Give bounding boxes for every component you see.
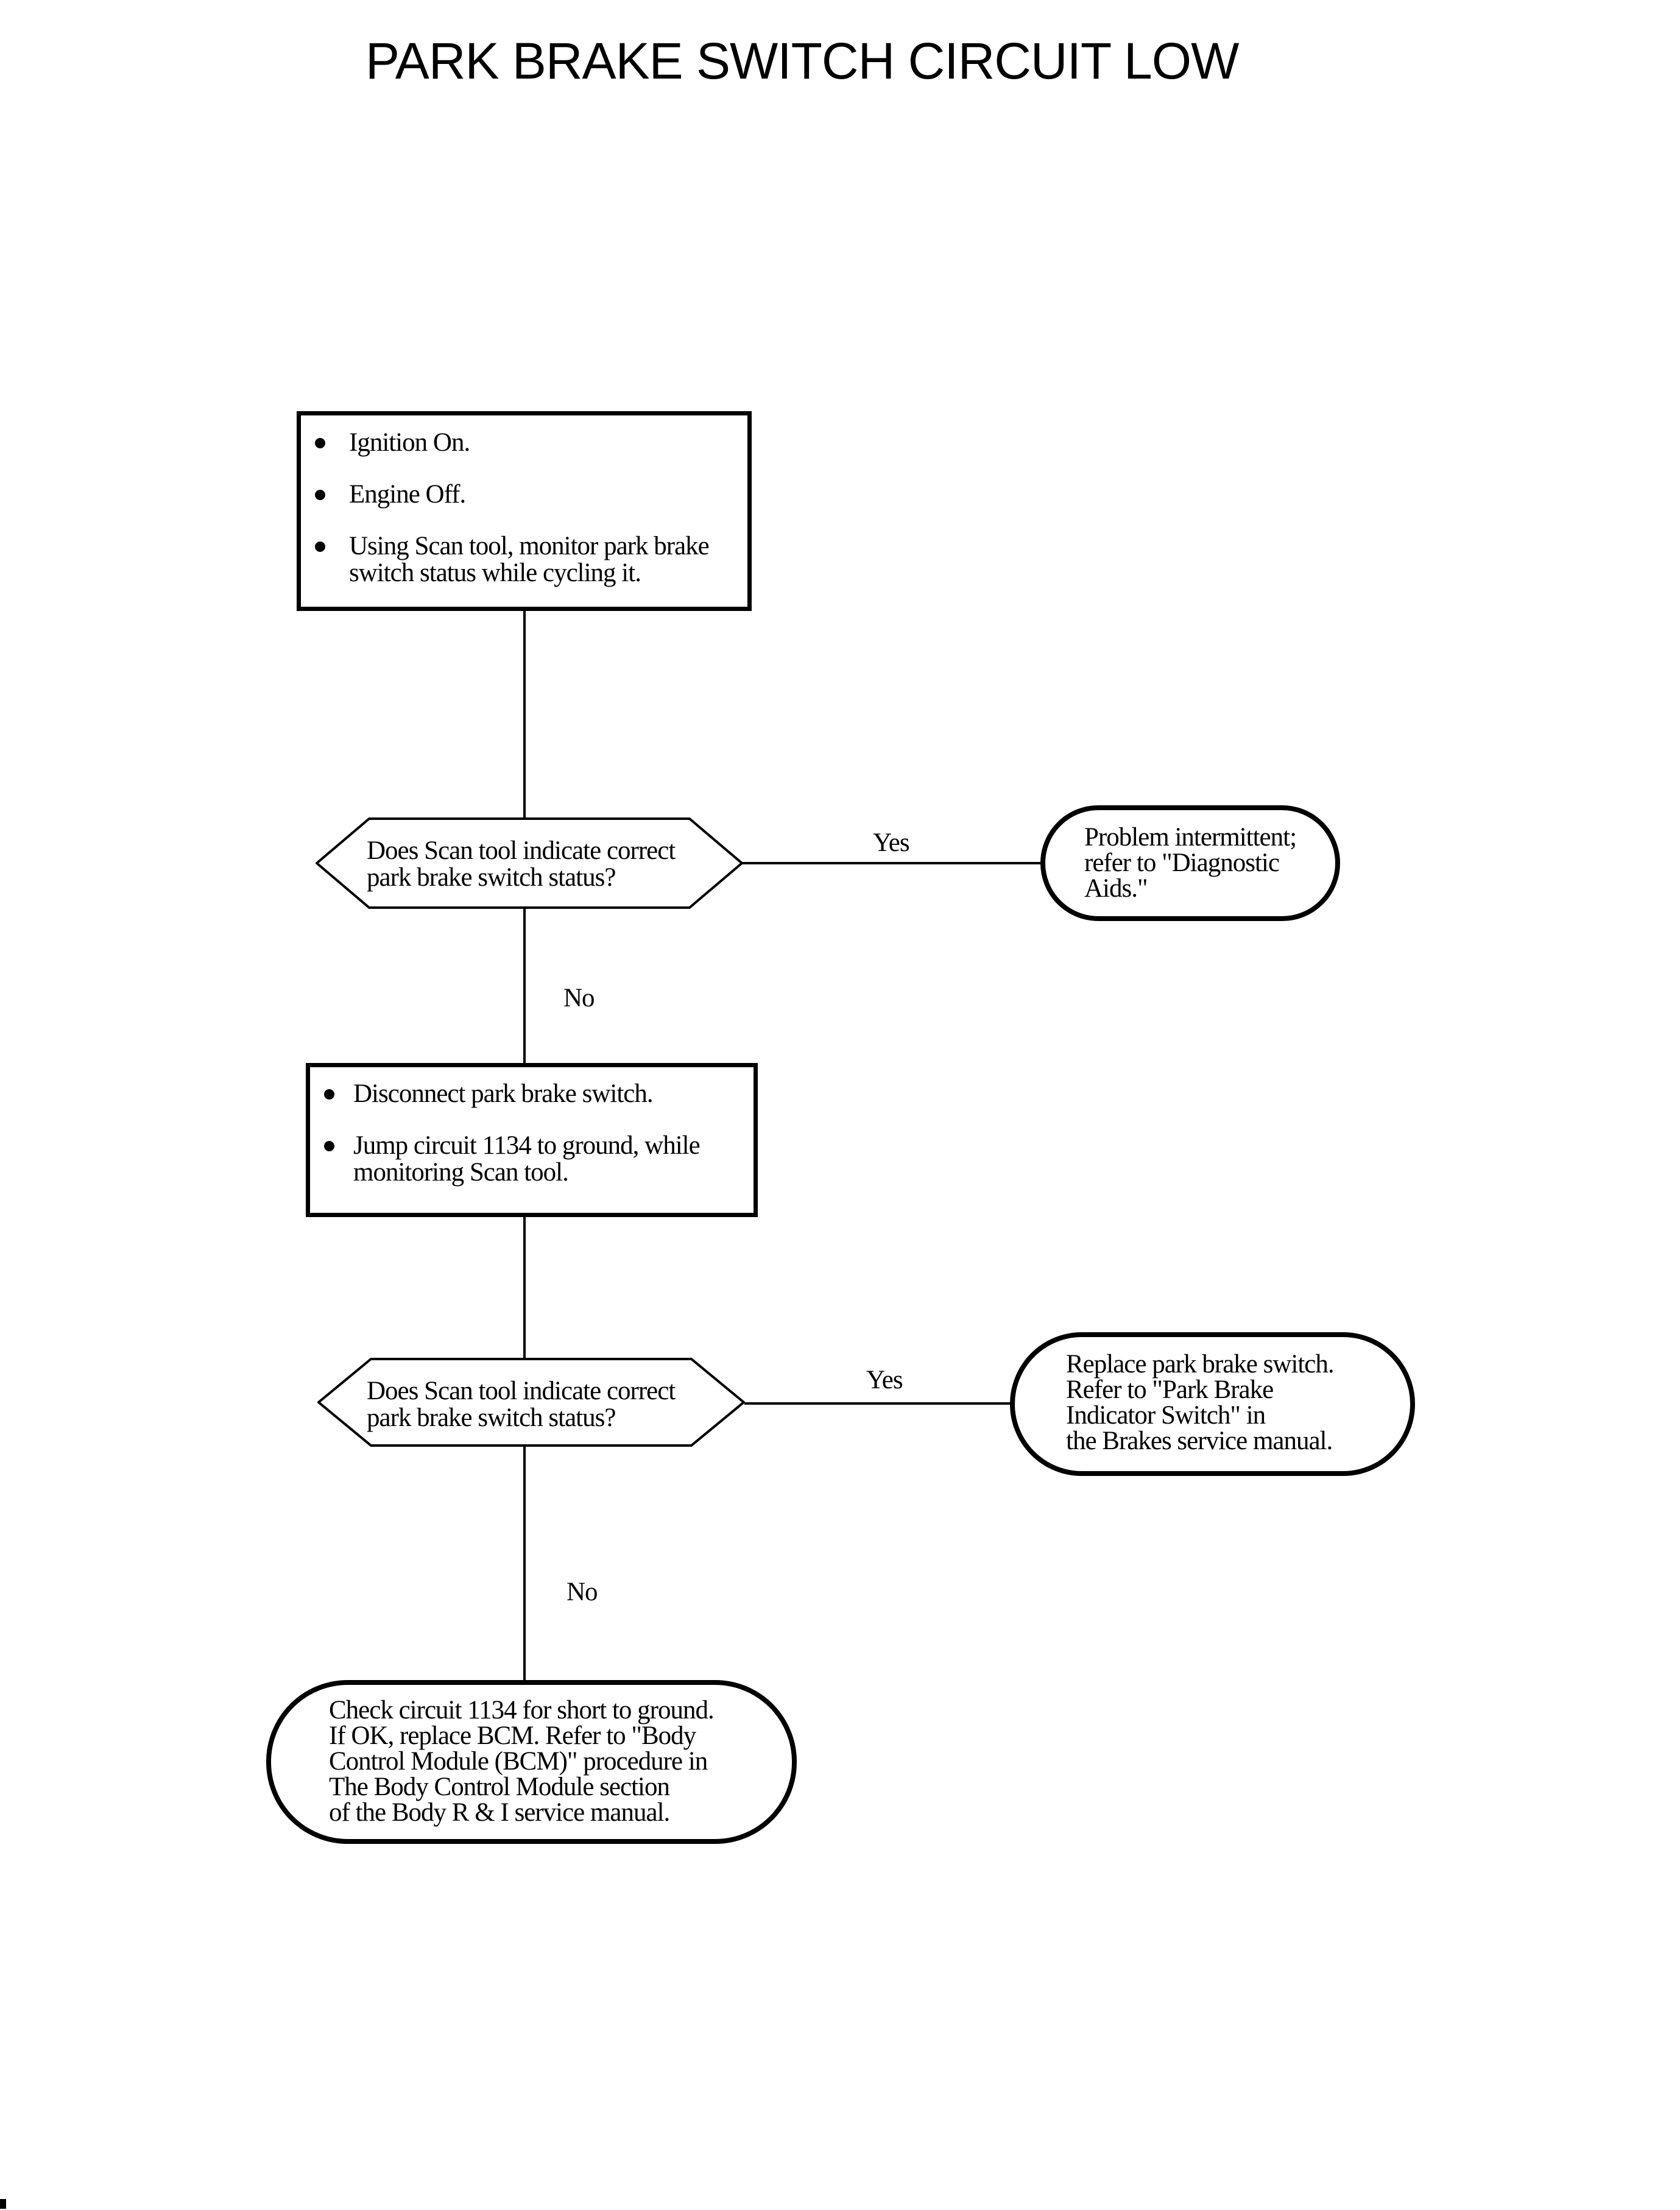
result-replace-switch-line: Indicator Switch" in bbox=[1066, 1401, 1266, 1430]
yes-label-1: Yes bbox=[873, 828, 909, 857]
connector-decision2-yes bbox=[744, 1402, 1012, 1405]
start-item-ignition: Ignition On. bbox=[349, 428, 470, 457]
connector-action-to-decision2 bbox=[523, 1217, 526, 1359]
no-label-2: No bbox=[566, 1578, 598, 1606]
connector-decision1-no bbox=[523, 908, 526, 1063]
connector-decision1-yes bbox=[743, 862, 1043, 864]
yes-label-2: Yes bbox=[866, 1366, 903, 1394]
result-replace-switch-line: Refer to "Park Brake bbox=[1066, 1375, 1274, 1404]
result-problem-intermittent-line: refer to "Diagnostic bbox=[1084, 849, 1279, 877]
result-check-circuit-line: Control Module (BCM)" procedure in bbox=[329, 1747, 708, 1776]
no-label-1: No bbox=[563, 984, 595, 1012]
result-check-circuit-line: The Body Control Module section bbox=[329, 1773, 669, 1801]
action-item-jump-circuit bbox=[353, 1132, 700, 1186]
action-item-disconnect: Disconnect park brake switch. bbox=[353, 1079, 653, 1108]
start-item-scan-tool-line: switch status while cycling it. bbox=[349, 559, 641, 587]
result-check-circuit-line: If OK, replace BCM. Refer to "Body bbox=[329, 1721, 696, 1750]
start-item-engine: Engine Off. bbox=[349, 480, 466, 509]
bullet-icon bbox=[315, 438, 325, 448]
start-item-scan-tool-line: Using Scan tool, monitor park brake bbox=[349, 532, 709, 560]
decision-2-line: park brake switch status? bbox=[367, 1403, 616, 1432]
decision-1-line: park brake switch status? bbox=[367, 863, 616, 892]
result-replace-switch-line: Replace park brake switch. bbox=[1066, 1350, 1334, 1379]
action-item-jump-circuit-line: monitoring Scan tool. bbox=[353, 1158, 568, 1187]
bullet-icon bbox=[324, 1141, 334, 1151]
bullet-icon bbox=[315, 490, 325, 500]
start-item-scan-tool bbox=[349, 533, 709, 587]
result-problem-intermittent-text bbox=[1084, 825, 1296, 902]
decision-2-text bbox=[367, 1378, 675, 1432]
result-check-circuit-line: of the Body R & I service manual. bbox=[329, 1798, 670, 1827]
decision-2-line: Does Scan tool indicate correct bbox=[367, 1377, 676, 1405]
scan-artifact-mark bbox=[0, 2199, 6, 2209]
result-problem-intermittent-line: Aids." bbox=[1084, 874, 1148, 903]
page-title: PARK BRAKE SWITCH CIRCUIT LOW bbox=[365, 32, 1239, 90]
result-check-circuit-text bbox=[329, 1698, 714, 1826]
decision-1-line: Does Scan tool indicate correct bbox=[367, 836, 676, 865]
result-replace-switch-line: the Brakes service manual. bbox=[1066, 1427, 1333, 1455]
bullet-icon bbox=[315, 542, 325, 552]
result-problem-intermittent-line: Problem intermittent; bbox=[1084, 823, 1297, 852]
result-replace-switch-text bbox=[1066, 1352, 1334, 1454]
connector-start-to-decision1 bbox=[523, 611, 526, 817]
action-item-jump-circuit-line: Jump circuit 1134 to ground, while bbox=[353, 1131, 700, 1160]
decision-1-text bbox=[367, 838, 675, 891]
connector-decision2-no bbox=[523, 1447, 526, 1680]
bullet-icon bbox=[324, 1089, 334, 1100]
result-check-circuit-line: Check circuit 1134 for short to ground. bbox=[329, 1696, 714, 1725]
